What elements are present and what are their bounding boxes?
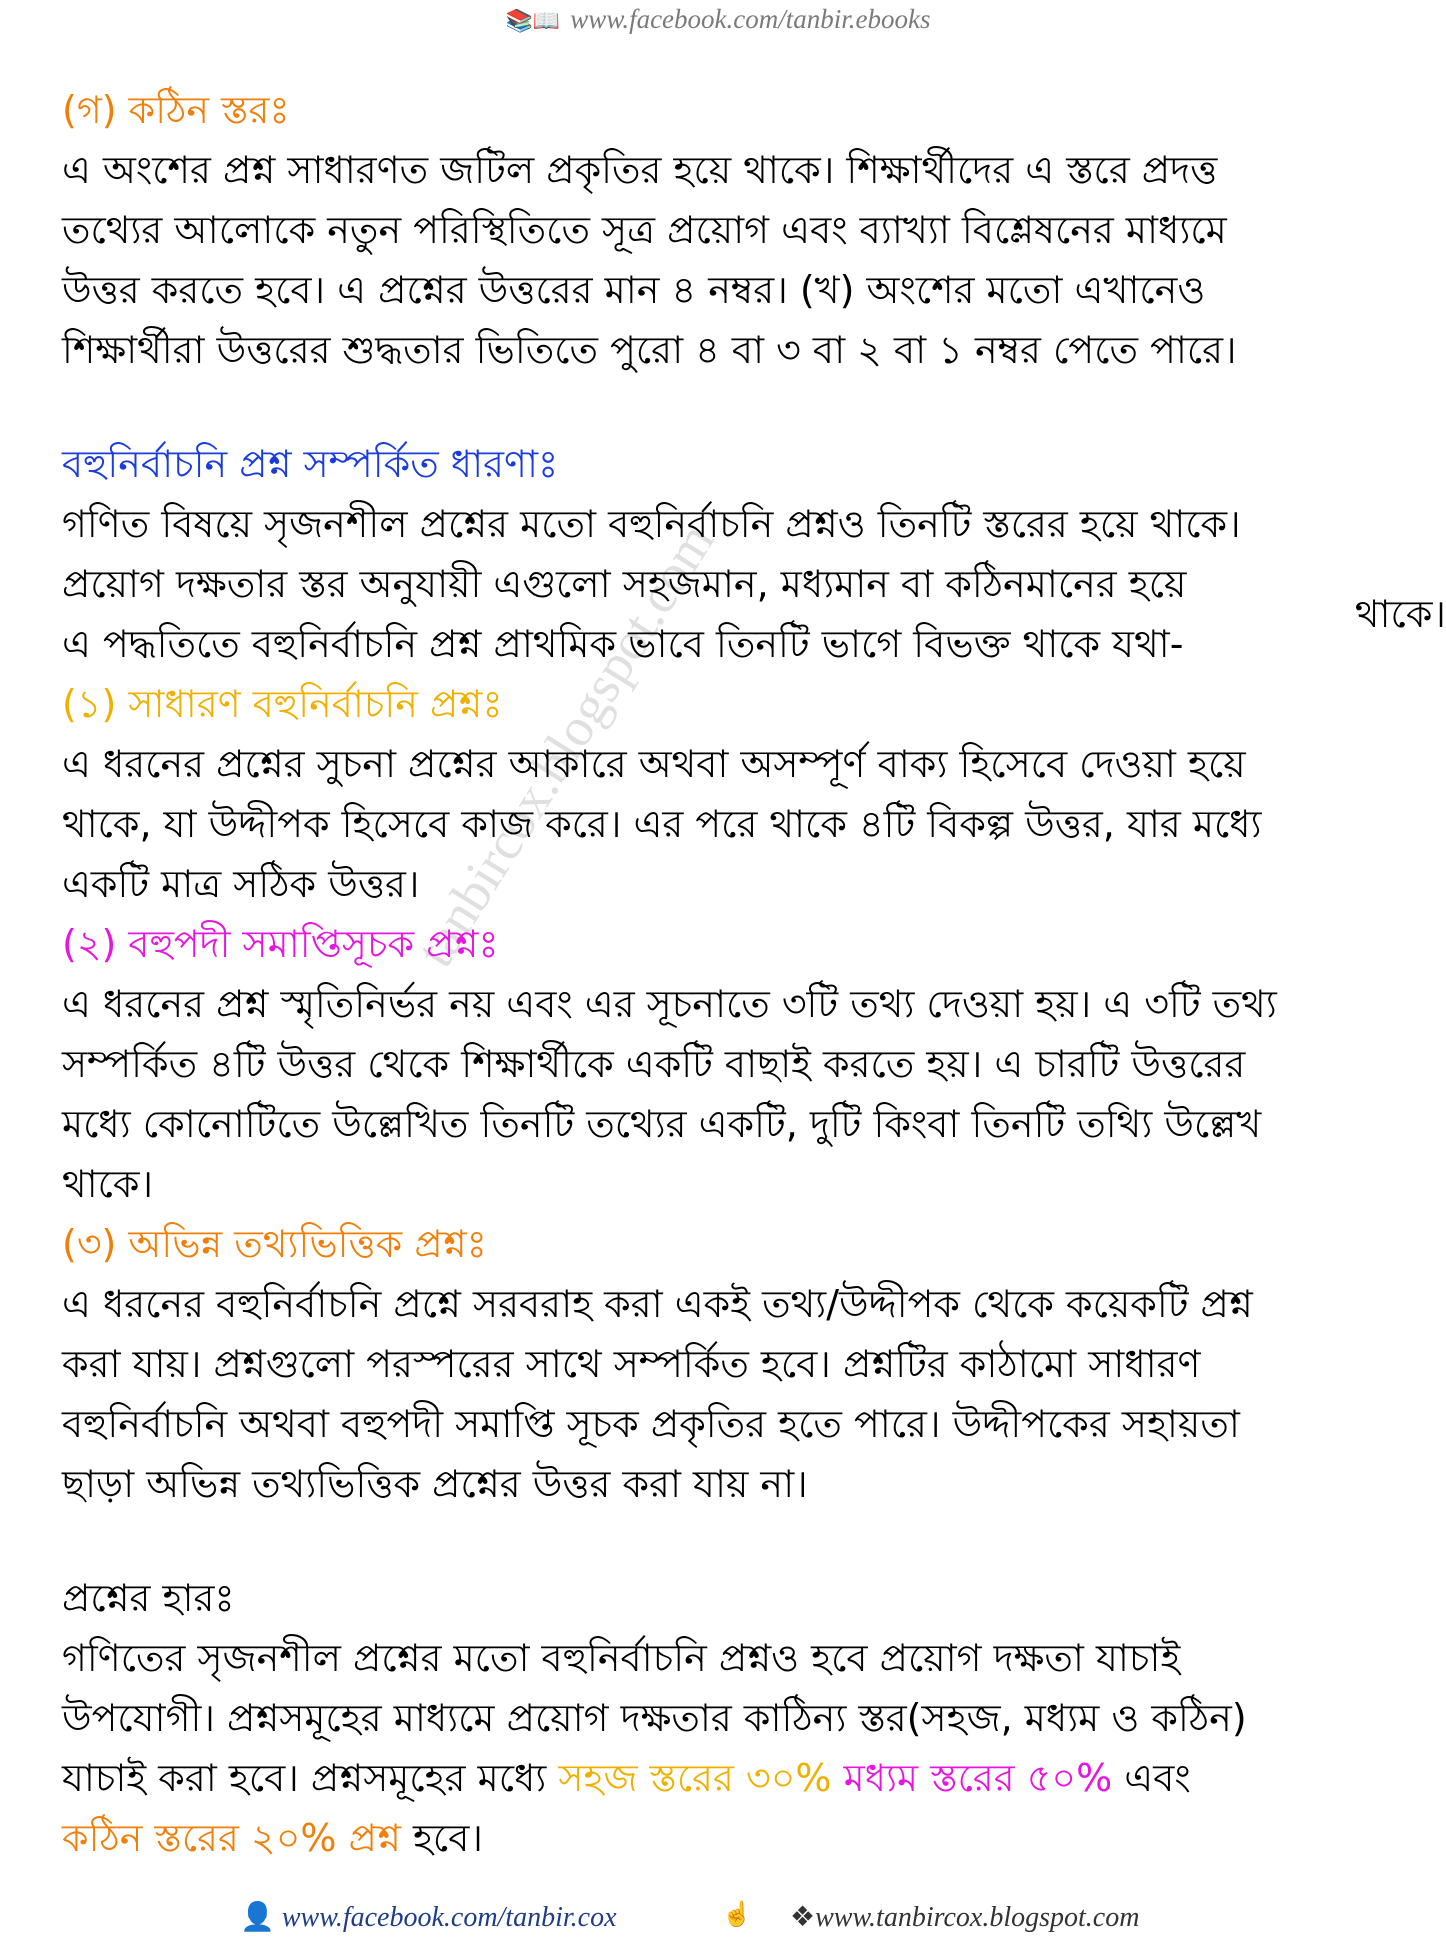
watermark: tanbircox.blogspot.com (404, 512, 726, 977)
type2-line: সম্পর্কিত ৪টি উত্তর থেকে শিক্ষার্থীকে একটি বাছাই করতে হয়। এ চারটি উত্তরের (62, 1042, 1246, 1086)
type3-heading: (৩) অভিন্ন তথ্যভিত্তিক প্রশ্নঃ (62, 1222, 487, 1266)
section-g-line: এ অংশের প্রশ্ন সাধারণত জটিল প্রকৃতির হয়ে থাকে। শিক্ষার্থীদের এ স্তরে প্রদত্ত (62, 148, 1218, 192)
mcq-concept-line: এ পদ্ধতিতে বহুনির্বাচনি প্রশ্ন প্রাথমিক ভাবে তিনটি ভাগে বিভক্ত থাকে যথা- (62, 622, 1184, 666)
page-header (0, 4, 1436, 35)
page-footer (0, 1900, 1436, 1936)
ratio-gap (832, 1756, 844, 1800)
ratio-line3-text: যাচাই করা হবে। প্রশ্নসমূহের মধ্যে (62, 1756, 559, 1800)
type2-line: মধ্যে কোনোটিতে উল্লেখিত তিনটি তথ্যের একটি, দুটি কিংবা তিনটি তথ্যি উল্লেখ (62, 1102, 1262, 1146)
ratio-line: উপযোগী। প্রশ্নসমূহের মাধ্যমে প্রয়োগ দক্ষতার কাঠিন্য স্তর(সহজ, মধ্যম ও কঠিন) (62, 1696, 1247, 1740)
type1-heading: (১) সাধারণ বহুনির্বাচনি প্রশ্নঃ (62, 682, 503, 726)
globe-link-icon: ❖ (790, 1902, 816, 1933)
mcq-concept-heading: বহুনির্বাচনি প্রশ্ন সম্পর্কিত ধারণাঃ (62, 442, 559, 486)
type3-line: বহুনির্বাচনি অথবা বহুপদী সমাপ্তি সূচক প্রকৃতির হতে পারে। উদ্দীপকের সহায়তা (62, 1402, 1240, 1446)
document-body (62, 80, 1446, 1868)
footer-blog-text: www.tanbircox.blogspot.com (815, 1902, 1140, 1933)
ratio-line4-end: হবে। (400, 1816, 483, 1860)
mcq-concept-line: গণিত বিষয়ে সৃজনশীল প্রশ্নের মতো বহুনির্বাচনি প্রশ্নও তিনটি স্তরের হয়ে থাকে। (62, 502, 1241, 546)
section-g-heading: (গ) কঠিন স্তরঃ (62, 88, 290, 132)
easy-level-percent: সহজ স্তরের ৩০% (558, 1756, 832, 1800)
type1-line: একটি মাত্র সঠিক উত্তর। (62, 862, 420, 906)
ratio-line: গণিতের সৃজনশীল প্রশ্নের মতো বহুনির্বাচনি প্রশ্নও হবে প্রয়োগ দক্ষতা যাচাই (62, 1636, 1181, 1680)
ratio-line (62, 1748, 1392, 1808)
ratio-line (62, 1808, 1392, 1868)
section-g-line: শিক্ষার্থীরা উত্তরের শুদ্ধতার ভিতিতে পুরো ৪ বা ৩ বা ২ বা ১ নম্বর পেতে পারে। (62, 328, 1237, 372)
mcq-concept-line: প্রয়োগ দক্ষতার স্তর অনুযায়ী এগুলো সহজমান, মধ্যমান বা কঠিনমানের হয়ে (62, 562, 1187, 606)
hand-pointer-icon: ☝ (722, 1902, 752, 1928)
footer-facebook-link[interactable] (240, 1900, 617, 1934)
type3-line: করা যায়। প্রশ্নগুলো পরস্পরের সাথে সম্পর্কিত হবে। প্রশ্নটির কাঠামো সাধারণ (62, 1342, 1201, 1386)
type3-line: এ ধরনের বহুনির্বাচনি প্রশ্নে সরবরাহ করা একই তথ্য/উদ্দীপক থেকে কয়েকটি প্রশ্ন (62, 1282, 1253, 1326)
user-icon: 👤 (240, 1902, 275, 1933)
footer-blog-link[interactable] (790, 1900, 1139, 1934)
ratio-heading: প্রশ্নের হারঃ (62, 1576, 235, 1620)
hard-level-percent: কঠিন স্তরের ২০% প্রশ্ন (62, 1816, 401, 1860)
type2-line: থাকে। (62, 1162, 154, 1206)
type1-line: এ ধরনের প্রশ্নের সুচনা প্রশ্নের আকারে অথবা অসম্পূর্ণ বাক্য হিসেবে দেওয়া হয়ে (62, 742, 1246, 786)
type2-line: এ ধরনের প্রশ্ন স্মৃতিনির্ভর নয় এবং এর সূচনাতে ৩টি তথ্য দেওয়া হয়। এ ৩টি তথ্য (62, 982, 1277, 1026)
section-g-line: তথ্যের আলোকে নতুন পরিস্থিতিতে সূত্র প্রয়োগ এবং ব্যাখ্যা বিশ্লেষনের মাধ্যমে (62, 208, 1227, 252)
mcq-concept-tail: থাকে। (1354, 592, 1446, 636)
books-icon: 📚📖 (505, 8, 561, 33)
footer-facebook-text: www.facebook.com/tanbir.cox (281, 1902, 617, 1933)
type3-line: ছাড়া অভিন্ন তথ্যভিত্তিক প্রশ্নের উত্তর করা যায় না। (62, 1462, 808, 1506)
type2-heading: (২) বহুপদী সমাপ্তিসূচক প্রশ্নঃ (62, 922, 499, 966)
ratio-line3-end: এবং (1112, 1756, 1191, 1800)
header-url: www.facebook.com/tanbir.ebooks (570, 4, 931, 34)
type1-line: থাকে, যা উদ্দীপক হিসেবে কাজ করে। এর পরে থাকে ৪টি বিকল্প উত্তর, যার মধ্যে (62, 802, 1262, 846)
section-g-line: উত্তর করতে হবে। এ প্রশ্নের উত্তরের মান ৪ নম্বর। (খ) অংশের মতো এখানেও (62, 268, 1206, 312)
medium-level-percent: মধ্যম স্তরের ৫০% (843, 1756, 1113, 1800)
